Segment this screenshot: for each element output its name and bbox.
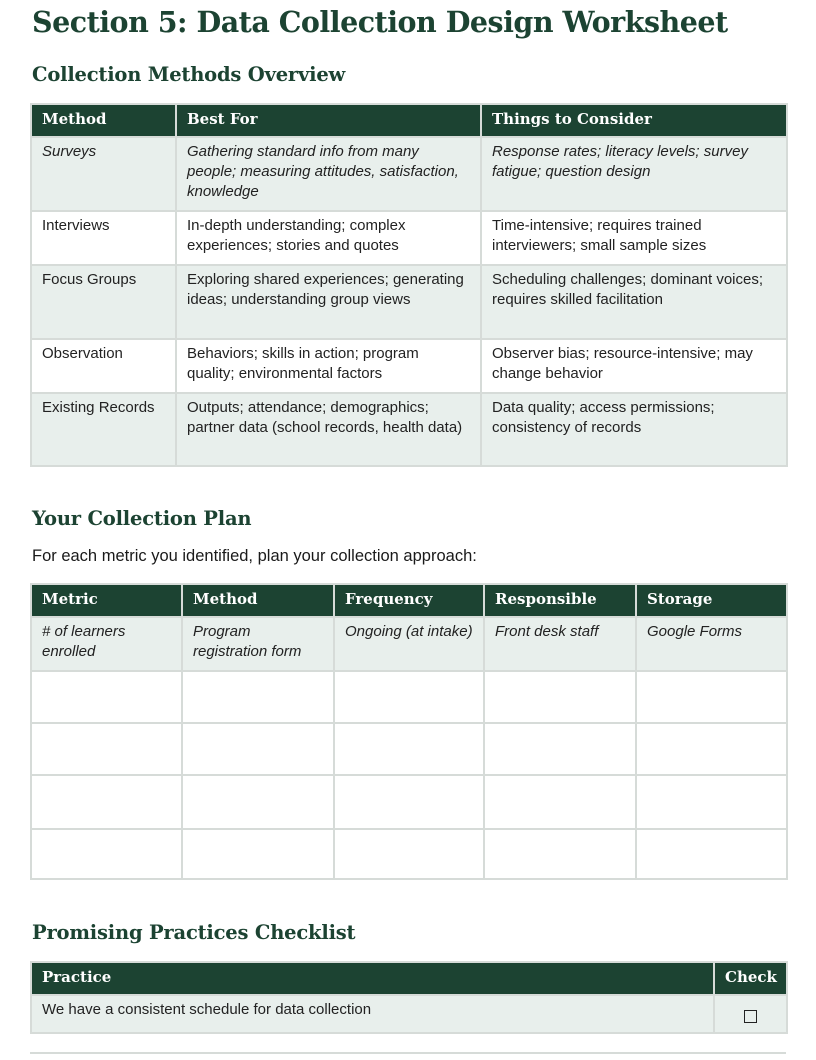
method-cell: Surveys (31, 137, 176, 211)
page-title: Section 5: Data Collection Design Worksheet (32, 5, 728, 39)
practice-cell: We have a consistent schedule for data collection (31, 995, 714, 1033)
consider-cell: Observer bias; resource-intensive; may change behavior (481, 339, 787, 393)
consider-cell: Response rates; literacy levels; survey fatigue; question design (481, 137, 787, 211)
method-input-cell[interactable] (182, 723, 334, 775)
plan-header-row (31, 584, 787, 617)
plan-intro: For each metric you identified, plan your collection approach: (32, 547, 477, 565)
metric-input-cell[interactable] (31, 671, 182, 723)
overview-heading: Collection Methods Overview (32, 63, 346, 86)
checklist-heading: Promising Practices Checklist (32, 921, 356, 944)
plan-table (30, 583, 788, 880)
column-header-practice: Practice (31, 962, 714, 995)
method-cell: Focus Groups (31, 265, 176, 339)
blank-plan-row (31, 829, 787, 879)
responsible-input-cell[interactable] (484, 775, 636, 829)
frequency-input-cell[interactable] (334, 775, 484, 829)
storage-input-cell[interactable] (636, 829, 787, 879)
frequency-input-cell[interactable] (334, 671, 484, 723)
column-header-check: Check (714, 962, 787, 995)
methods-header-row (31, 104, 787, 137)
storage-input-cell[interactable] (636, 671, 787, 723)
method-cell: Existing Records (31, 393, 176, 466)
consider-cell: Scheduling challenges; dominant voices; requires skilled facilitation (481, 265, 787, 339)
responsible-input-cell[interactable] (484, 723, 636, 775)
table-row (31, 339, 787, 393)
column-header-method: Method (31, 104, 176, 137)
table-row (31, 137, 787, 211)
column-header-best-for: Best For (176, 104, 481, 137)
column-header-storage: Storage (636, 584, 787, 617)
column-header-method: Method (182, 584, 334, 617)
method-cell: Observation (31, 339, 176, 393)
storage-input-cell[interactable] (636, 775, 787, 829)
plan-heading: Your Collection Plan (32, 507, 252, 530)
methods-table (30, 103, 788, 467)
column-header-responsible: Responsible (484, 584, 636, 617)
responsible-input-cell[interactable] (484, 671, 636, 723)
responsible-input-cell[interactable] (484, 829, 636, 879)
frequency-input-cell[interactable] (334, 723, 484, 775)
metric-input-cell[interactable] (31, 829, 182, 879)
blank-plan-row (31, 671, 787, 723)
example-row (31, 617, 787, 671)
frequency-input-cell[interactable] (334, 829, 484, 879)
method-cell: Interviews (31, 211, 176, 265)
check-cell (714, 995, 787, 1033)
blank-plan-row (31, 723, 787, 775)
checklist-item (31, 995, 787, 1033)
bottom-divider (30, 1052, 786, 1054)
best-for-cell: Outputs; attendance; demographics; partner data (school records, health data) (176, 393, 481, 466)
method-cell: Program registration form (182, 617, 334, 671)
column-header-metric: Metric (31, 584, 182, 617)
frequency-cell: Ongoing (at intake) (334, 617, 484, 671)
blank-plan-row (31, 775, 787, 829)
responsible-cell: Front desk staff (484, 617, 636, 671)
column-header-frequency: Frequency (334, 584, 484, 617)
method-input-cell[interactable] (182, 671, 334, 723)
column-header-consider: Things to Consider (481, 104, 787, 137)
metric-input-cell[interactable] (31, 775, 182, 829)
storage-cell: Google Forms (636, 617, 787, 671)
metric-input-cell[interactable] (31, 723, 182, 775)
table-row (31, 211, 787, 265)
storage-input-cell[interactable] (636, 723, 787, 775)
table-row (31, 393, 787, 466)
checklist-header-row (31, 962, 787, 995)
metric-cell: # of learners enrolled (31, 617, 182, 671)
method-input-cell[interactable] (182, 775, 334, 829)
best-for-cell: Gathering standard info from many people; measuring attitudes, satisfaction, knowledge (176, 137, 481, 211)
table-row (31, 265, 787, 339)
method-input-cell[interactable] (182, 829, 334, 879)
consider-cell: Time-intensive; requires trained interviewers; small sample sizes (481, 211, 787, 265)
practice-checkbox[interactable] (744, 1010, 757, 1023)
best-for-cell: Exploring shared experiences; generating ideas; understanding group views (176, 265, 481, 339)
best-for-cell: In-depth understanding; complex experiences; stories and quotes (176, 211, 481, 265)
checklist-table (30, 961, 788, 1034)
consider-cell: Data quality; access permissions; consistency of records (481, 393, 787, 466)
best-for-cell: Behaviors; skills in action; program quality; environmental factors (176, 339, 481, 393)
